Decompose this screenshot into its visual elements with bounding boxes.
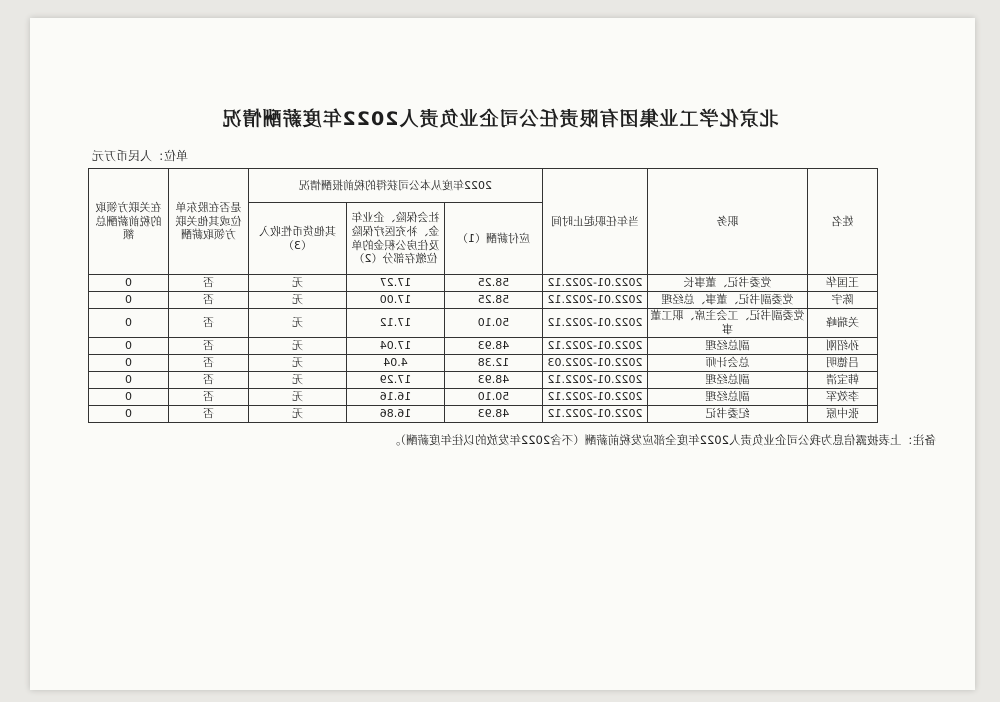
cell-salary: 58.25 xyxy=(445,292,543,309)
cell-position: 纪委书记 xyxy=(648,405,808,422)
cell-position: 副总经理 xyxy=(648,388,808,405)
cell-related-amount: 0 xyxy=(89,388,169,405)
table-row xyxy=(89,405,878,422)
cell-salary: 58.25 xyxy=(445,275,543,292)
salary-table-wrapper xyxy=(89,168,878,423)
header-position: 职务 xyxy=(648,169,808,275)
cell-salary: 48.93 xyxy=(445,337,543,354)
cell-social: 16.16 xyxy=(347,388,445,405)
cell-other: 无 xyxy=(249,337,347,354)
cell-position: 总会计师 xyxy=(648,354,808,371)
document-title: 北京化学工业集团有限责任公司企业负责人2022年度薪酬情况 xyxy=(221,108,779,130)
footnote: 备注：上表披露信息为我公司企业负责人2022年度全部应发税前薪酬（不含2022年发放的以往年度薪酬）。 xyxy=(388,433,936,447)
cell-related-amount: 0 xyxy=(89,309,169,338)
table-row xyxy=(89,275,878,292)
cell-salary: 50.10 xyxy=(445,388,543,405)
table-row xyxy=(89,388,878,405)
cell-salary: 48.93 xyxy=(445,405,543,422)
cell-social: 17.00 xyxy=(347,292,445,309)
cell-period: 2022.01-2022.12 xyxy=(543,405,648,422)
cell-related-amount: 0 xyxy=(89,337,169,354)
cell-social: 17.04 xyxy=(347,337,445,354)
cell-name: 孙绍刚 xyxy=(808,337,878,354)
cell-period: 2022.01-2022.12 xyxy=(543,388,648,405)
cell-name: 王国华 xyxy=(808,275,878,292)
cell-position: 党委副书记、董事、总经理 xyxy=(648,292,808,309)
table-row xyxy=(89,292,878,309)
table-row xyxy=(89,354,878,371)
table-row xyxy=(89,371,878,388)
cell-related-flag: 否 xyxy=(169,405,249,422)
cell-name: 关瑞峰 xyxy=(808,309,878,338)
cell-name: 韩宝清 xyxy=(808,371,878,388)
cell-social: 17.27 xyxy=(347,275,445,292)
cell-related-flag: 否 xyxy=(169,337,249,354)
cell-other: 无 xyxy=(249,388,347,405)
unit-label: 单位：人民币万元 xyxy=(91,149,188,163)
cell-period: 2022.01-2022.12 xyxy=(543,371,648,388)
header-name: 姓名 xyxy=(808,169,878,275)
cell-position: 副总经理 xyxy=(648,371,808,388)
header-social: 社会保险、企业年金、补充医疗保险及住房公积金的单位缴存部分（2） xyxy=(347,203,445,275)
cell-name: 李效军 xyxy=(808,388,878,405)
cell-social: 4.04 xyxy=(347,354,445,371)
cell-related-amount: 0 xyxy=(89,354,169,371)
header-related-amount: 在关联方领取的税前薪酬总额 xyxy=(89,169,169,275)
cell-name: 陈宇 xyxy=(808,292,878,309)
salary-table xyxy=(88,168,878,423)
cell-other: 无 xyxy=(249,275,347,292)
cell-related-amount: 0 xyxy=(89,292,169,309)
cell-related-amount: 0 xyxy=(89,275,169,292)
cell-other: 无 xyxy=(249,309,347,338)
cell-other: 无 xyxy=(249,371,347,388)
cell-other: 无 xyxy=(249,292,347,309)
cell-social: 17.29 xyxy=(347,371,445,388)
cell-salary: 48.93 xyxy=(445,371,543,388)
table-row xyxy=(89,337,878,354)
cell-position: 副总经理 xyxy=(648,337,808,354)
table-row xyxy=(89,309,878,338)
cell-related-flag: 否 xyxy=(169,388,249,405)
cell-period: 2022.01-2022.12 xyxy=(543,292,648,309)
cell-social: 17.12 xyxy=(347,309,445,338)
header-period: 当年任职起止时间 xyxy=(543,169,648,275)
cell-name: 吕德明 xyxy=(808,354,878,371)
cell-other: 无 xyxy=(249,405,347,422)
cell-related-flag: 否 xyxy=(169,292,249,309)
cell-position: 党委副书记、工会主席、职工董事 xyxy=(648,309,808,338)
cell-name: 张中原 xyxy=(808,405,878,422)
cell-period: 2022.01-2022.12 xyxy=(543,275,648,292)
cell-related-amount: 0 xyxy=(89,405,169,422)
cell-period: 2022.01-2022.12 xyxy=(543,309,648,338)
cell-period: 2022.01-2022.12 xyxy=(543,337,648,354)
cell-salary: 50.10 xyxy=(445,309,543,338)
cell-other: 无 xyxy=(249,354,347,371)
cell-related-flag: 否 xyxy=(169,309,249,338)
cell-related-flag: 否 xyxy=(169,371,249,388)
header-other: 其他货币性收入（3） xyxy=(249,203,347,275)
cell-related-flag: 否 xyxy=(169,354,249,371)
cell-social: 16.86 xyxy=(347,405,445,422)
header-group: 2022年度从本公司获得的税前报酬情况 xyxy=(249,169,543,203)
cell-period: 2022.01-2022.03 xyxy=(543,354,648,371)
cell-position: 党委书记、董事长 xyxy=(648,275,808,292)
header-salary: 应付薪酬（1） xyxy=(445,203,543,275)
cell-related-flag: 否 xyxy=(169,275,249,292)
cell-salary: 12.38 xyxy=(445,354,543,371)
cell-related-amount: 0 xyxy=(89,371,169,388)
header-related-flag: 是否在股东单位或其他关联方领取薪酬 xyxy=(169,169,249,275)
